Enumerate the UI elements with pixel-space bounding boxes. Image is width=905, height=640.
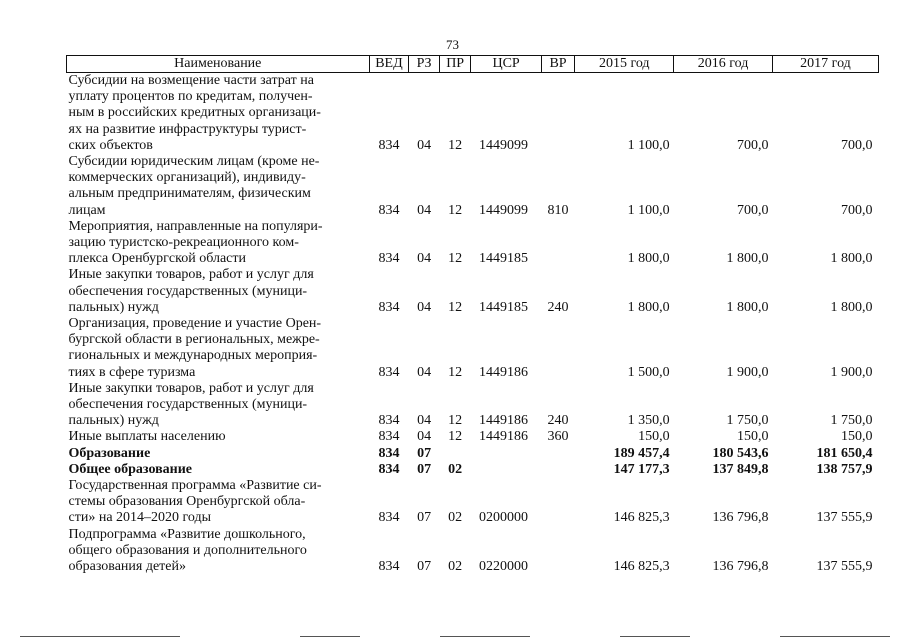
row-csr: 1449099: [478, 137, 528, 153]
row-value-2015: 1 800,0: [627, 251, 670, 267]
table-row: [67, 429, 879, 445]
row-value-2016: 136 796,8: [712, 510, 769, 526]
row-value-2017: 137 555,9: [816, 559, 873, 575]
row-value-2017: 1 800,0: [830, 251, 873, 267]
row-vr: [541, 527, 575, 576]
table-row: [67, 219, 879, 268]
row-value-2017: 700,0: [841, 137, 873, 153]
row-value-2016: 1 750,0: [726, 413, 769, 429]
row-ved: 834: [378, 202, 400, 218]
row-vr: [541, 73, 575, 155]
header-row: [67, 56, 879, 73]
table-row: [67, 462, 879, 478]
row-name: Государственная программа «Развитие си- стемы образования Оренбургской обла- сти» на 2014–2020 годы: [68, 478, 322, 526]
header-2016: 2016 год: [674, 56, 773, 73]
row-value-2015: 146 825,3: [613, 510, 670, 526]
budget-table: [66, 55, 879, 575]
row-vr: [541, 316, 575, 381]
row-name: Субсидии на возмещение части затрат на уплату процентов по кредитам, получен- ным в российских кредитных организаци- ях на развитие инфраструктуры турист- ских объектов: [68, 73, 321, 153]
table-header: [67, 56, 879, 73]
row-value-2015: 189 457,4: [613, 445, 670, 461]
row-name: Общее образование: [68, 461, 193, 477]
row-rz: 07: [417, 445, 432, 461]
row-pr: 02: [448, 461, 463, 477]
row-value-2017: 138 757,9: [816, 461, 873, 477]
row-ved: 834: [378, 299, 400, 315]
row-pr: 12: [448, 429, 463, 445]
row-rz: 04: [417, 429, 432, 445]
header-csr: ЦСР: [471, 56, 541, 73]
row-rz: 04: [417, 137, 432, 153]
edge-line: [440, 636, 530, 637]
row-name: Субсидии юридическим лицам (кроме не- коммерческих организаций), индивиду- альным предпринимателям, физическим лицам: [68, 154, 320, 218]
row-value-2015: 1 350,0: [627, 413, 670, 429]
row-value-2016: 700,0: [736, 137, 769, 153]
row-ved: 834: [378, 137, 400, 153]
header-vr: ВР: [541, 56, 575, 73]
row-rz: 04: [417, 364, 432, 380]
row-value-2016: 136 796,8: [712, 559, 769, 575]
header-ved: ВЕД: [369, 56, 409, 73]
row-value-2016: 180 543,6: [712, 445, 769, 461]
row-pr: 02: [448, 559, 463, 575]
page-number: 73: [446, 37, 459, 52]
row-ved: 834: [378, 364, 400, 380]
edge-line: [300, 636, 360, 637]
row-value-2015: 150,0: [638, 429, 670, 445]
row-ved: 834: [378, 445, 400, 461]
row-csr: 1449185: [478, 251, 528, 267]
row-value-2017: 1 750,0: [830, 413, 873, 429]
row-csr: [471, 462, 541, 478]
row-value-2016: 137 849,8: [712, 461, 769, 477]
row-value-2016: 1 800,0: [726, 251, 769, 267]
row-ved: 834: [378, 461, 400, 477]
row-value-2015: 1 800,0: [627, 299, 670, 315]
row-vr: [541, 478, 575, 527]
row-value-2017: 1 900,0: [830, 364, 873, 380]
row-ved: 834: [378, 510, 400, 526]
row-ved: 834: [378, 559, 400, 575]
row-value-2017: 150,0: [841, 429, 873, 445]
table-row: [67, 446, 879, 462]
row-csr: 1449185: [478, 299, 528, 315]
row-csr: 1449186: [478, 364, 528, 380]
row-pr: [439, 446, 471, 462]
row-name: Подпрограмма «Развитие дошкольного, общего образования и дополнительного образования детей»: [68, 526, 307, 575]
row-rz: 04: [417, 299, 432, 315]
row-value-2015: 1 100,0: [627, 202, 670, 218]
header-name: Наименование: [67, 56, 370, 73]
table-row: [67, 154, 879, 219]
row-csr: 0200000: [478, 510, 528, 526]
row-csr: 1449099: [478, 202, 528, 218]
header-2017: 2017 год: [772, 56, 878, 73]
row-name: Иные закупки товаров, работ и услуг для обеспечения государственных (муници- пальных) нужд: [68, 267, 314, 315]
row-vr: [541, 219, 575, 268]
row-vr: 240: [547, 299, 569, 315]
row-rz: 07: [417, 461, 432, 477]
row-name: Организация, проведение и участие Орен- бургской области в региональных, межре- гиональных и международных мероприя- тиях в сфере туризма: [68, 316, 322, 380]
row-value-2016: 150,0: [736, 429, 769, 445]
row-value-2016: 700,0: [736, 202, 769, 218]
row-pr: 12: [448, 413, 463, 429]
header-pr: ПР: [439, 56, 471, 73]
row-name: Образование: [68, 445, 151, 461]
row-value-2017: 181 650,4: [816, 445, 873, 461]
table-row: [67, 73, 879, 155]
row-value-2015: 1 500,0: [627, 364, 670, 380]
row-value-2017: 137 555,9: [816, 510, 873, 526]
row-pr: 02: [448, 510, 463, 526]
table-row: [67, 267, 879, 316]
row-pr: 12: [448, 364, 463, 380]
row-name: Мероприятия, направленные на популяри- зацию туристско-рекреационного ком- плекса Оренбургской области: [68, 218, 323, 267]
row-value-2015: 1 100,0: [627, 137, 670, 153]
row-rz: 04: [417, 202, 432, 218]
row-vr: 360: [547, 429, 569, 445]
row-ved: 834: [378, 251, 400, 267]
row-value-2017: 1 800,0: [830, 299, 873, 315]
row-vr: [541, 446, 575, 462]
edge-line: [780, 636, 890, 637]
row-vr: 810: [547, 202, 569, 218]
row-rz: 07: [417, 559, 432, 575]
table-row: [67, 478, 879, 527]
row-rz: 04: [417, 413, 432, 429]
row-pr: 12: [448, 202, 463, 218]
row-value-2016: 1 900,0: [726, 364, 769, 380]
row-csr: [471, 446, 541, 462]
table-row: [67, 316, 879, 381]
row-csr: 1449186: [478, 429, 528, 445]
row-name: Иные закупки товаров, работ и услуг для обеспечения государственных (муници- пальных) нужд: [68, 380, 314, 429]
row-value-2016: 1 800,0: [726, 299, 769, 315]
row-vr: [541, 462, 575, 478]
row-value-2015: 147 177,3: [613, 461, 670, 477]
row-rz: 04: [417, 251, 432, 267]
edge-line: [620, 636, 690, 637]
row-csr: 1449186: [478, 413, 528, 429]
row-pr: 12: [448, 251, 463, 267]
table-body: [67, 73, 879, 576]
header-rz: РЗ: [409, 56, 440, 73]
row-vr: 240: [547, 413, 569, 429]
header-2015: 2015 год: [575, 56, 674, 73]
row-value-2017: 700,0: [841, 202, 873, 218]
row-csr: 0220000: [478, 559, 528, 575]
edge-line: [20, 636, 180, 637]
row-pr: 12: [448, 137, 463, 153]
table-row: [67, 381, 879, 430]
page-bottom-edge: [0, 630, 905, 640]
table-row: [67, 527, 879, 576]
row-rz: 07: [417, 510, 432, 526]
row-name: Иные выплаты населению: [68, 429, 226, 445]
row-pr: 12: [448, 299, 463, 315]
row-value-2015: 146 825,3: [613, 559, 670, 575]
row-ved: 834: [378, 429, 400, 445]
row-ved: 834: [378, 413, 400, 429]
